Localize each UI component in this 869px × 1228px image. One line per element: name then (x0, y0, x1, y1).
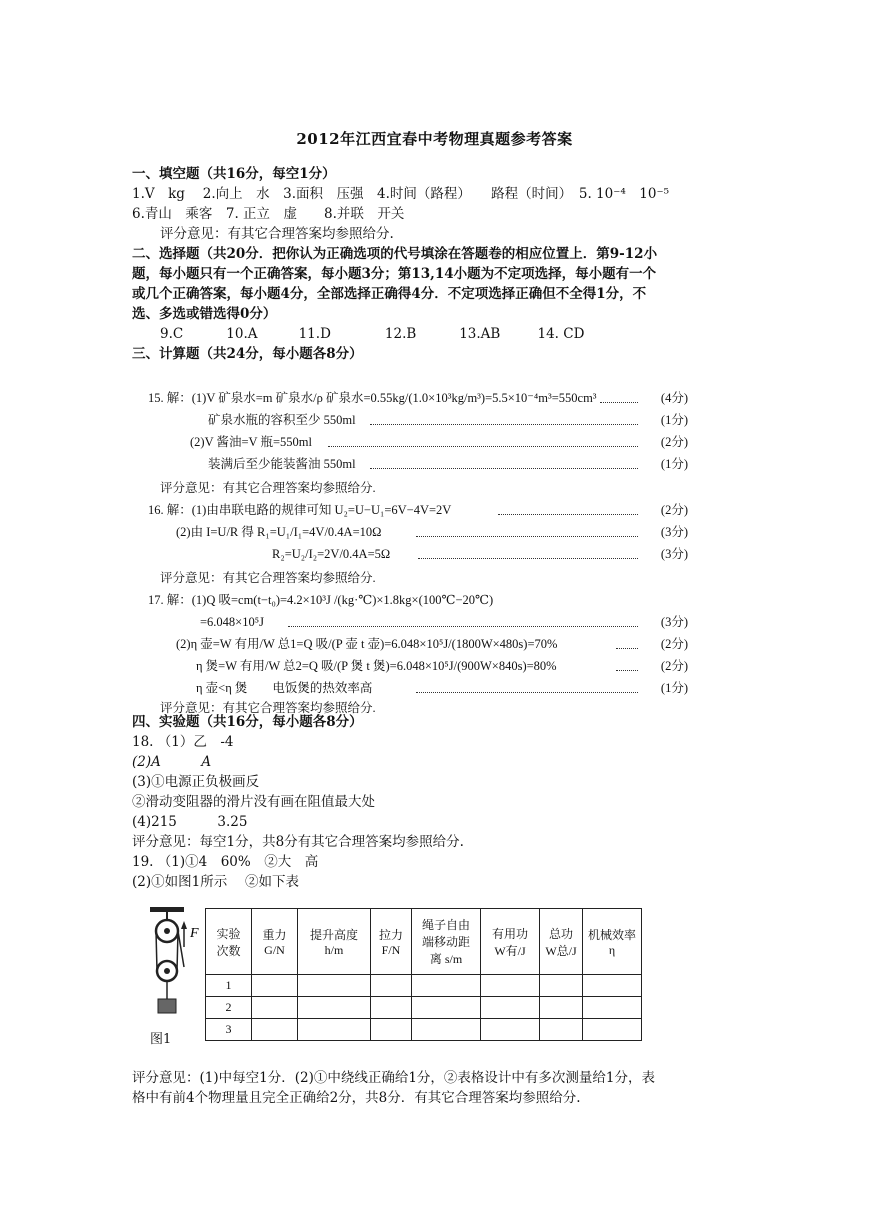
choice-answer: 12.B (384, 326, 417, 342)
dot-leader (370, 412, 638, 425)
q15-score3: (2分) (660, 435, 688, 449)
q16-line3: R₂=U₂/I₂=2V/0.4A=5Ω (272, 547, 391, 561)
q18-part1: 18. （1）乙 -4 (132, 734, 234, 750)
q15-score4: (1分) (660, 457, 688, 471)
table-cell (540, 975, 583, 997)
q16-score1: (2分) (660, 503, 688, 517)
choice-answer: 10.A (226, 326, 258, 342)
section2-line3: 或几个正确答案，每小题4分，全部选择正确得4分．不定项选择正确但不全得1分，不 (132, 286, 647, 302)
section1-note: 评分意见：有其它合理答案均参照给分. (160, 226, 394, 242)
q17-line2: =6.048×10⁵J (200, 615, 264, 629)
section1-row2: 6.青山 乘客 7. 正立 虚 8.并联 开关 (132, 206, 405, 222)
table-cell (481, 1019, 540, 1041)
table-header: 绳子自由 端移动距 离 s/m (412, 909, 481, 975)
load-block (158, 999, 176, 1013)
table-cell (371, 1019, 412, 1041)
q15-line1: 15. 解：(1)V 矿泉水=m 矿泉水/ρ 矿泉水=0.55kg/(1.0×10³kg/m³)=5.5×10⁻⁴m³=550cm³ (148, 391, 597, 405)
q15-note: 评分意见：有其它合理答案均参照给分. (160, 481, 376, 495)
fixed-pulley-axle (164, 928, 170, 934)
table-cell (298, 997, 371, 1019)
choice-answer: 9.C (160, 326, 184, 342)
table-cell: 3 (206, 1019, 252, 1041)
ceiling-beam (150, 907, 184, 912)
q19-note-line1: 评分意见：(1)中每空1分．(2)①中绕线正确给1分，②表格设计中有多次测量给1分，表 (132, 1070, 656, 1086)
q15-line2: 矿泉水瓶的容积至少 550ml (208, 413, 356, 427)
q19-part2: (2)①如图1所示 ②如下表 (132, 874, 300, 890)
figure-caption: 图1 (150, 1032, 172, 1047)
table-row (206, 1019, 642, 1041)
force-label: F (190, 926, 199, 941)
q17-line4: η 煲=W 有用/W 总2=Q 吸/(P 煲 t 煲)=6.048×10⁵J/(900W×840s)=80% (196, 659, 557, 673)
q17-score5: (1分) (660, 681, 688, 695)
dot-leader (616, 636, 638, 649)
rope-free-end (178, 931, 184, 967)
dot-leader (416, 680, 638, 693)
choice-answers (160, 324, 584, 344)
choice-answer: 13.AB (459, 326, 501, 342)
rope-segment (177, 931, 178, 971)
section2-line2: 题，每小题只有一个正确答案，每小题3分；第13,14小题为不定项选择，每小题有一个 (132, 266, 657, 282)
dot-leader (616, 658, 638, 671)
table-header: 提升高度 h/m (298, 909, 371, 975)
table-cell (252, 1019, 298, 1041)
table-cell (583, 1019, 642, 1041)
q15-line4: 装满后至少能装酱油 550ml (208, 457, 356, 471)
q15-score1: (4分) (660, 391, 688, 405)
table-cell (481, 975, 540, 997)
force-arrow-head (181, 921, 187, 929)
dot-leader (370, 456, 638, 469)
q18-part3: (3)①电源正负极画反 (132, 774, 260, 790)
q19-part1: 19. （1)①4 60% ②大 高 (132, 854, 319, 870)
table-header: 实验 次数 (206, 909, 252, 975)
table-cell (412, 1019, 481, 1041)
q18-part2: (2)A A (132, 754, 212, 770)
table-cell (252, 997, 298, 1019)
dot-leader (288, 614, 638, 627)
table-cell (371, 975, 412, 997)
q17-score3: (2分) (660, 637, 688, 651)
dot-leader (498, 502, 638, 515)
rope-segment (156, 931, 157, 971)
section1-row1: 1.V kg 2.向上 水 3.面积 压强 4.时间（路程） 路程（时间） 5. 10⁻⁴ 10⁻⁵ (132, 186, 669, 202)
q15-score2: (1分) (660, 413, 688, 427)
q16-note: 评分意见：有其它合理答案均参照给分. (160, 571, 376, 585)
q16-line1: 16. 解：(1)由串联电路的规律可知 U₂=U−U₁=6V−4V=2V (148, 503, 452, 517)
table-header: 拉力 F/N (371, 909, 412, 975)
dot-leader (416, 524, 638, 537)
table-header: 机械效率 η (583, 909, 642, 975)
table-header: 有用功 W有/J (481, 909, 540, 975)
dot-leader (418, 546, 638, 559)
q16-score3: (3分) (660, 547, 688, 561)
experiment-table (205, 908, 642, 1041)
section2-line4: 选、多选或错选得0分） (132, 306, 277, 322)
dot-leader (600, 390, 638, 403)
q17-line3: (2)η 壶=W 有用/W 总1=Q 吸/(P 壶 t 壶)=6.048×10⁵J/(1800W×480s)=70% (176, 637, 558, 651)
table-row (206, 997, 642, 1019)
q17-score2: (3分) (660, 615, 688, 629)
table-cell (412, 997, 481, 1019)
q16-score2: (3分) (660, 525, 688, 539)
choice-answer: 11.D (298, 326, 331, 342)
table-header-row (206, 909, 642, 975)
q16-line2: (2)由 I=U/R 得 R₁=U₁/I₁=4V/0.4A=10Ω (176, 525, 382, 539)
movable-pulley-axle (164, 968, 170, 974)
table-cell (583, 997, 642, 1019)
table-cell (540, 997, 583, 1019)
page-title: 2012年江西宜春中考物理真题参考答案 (296, 130, 573, 148)
q18-part4: (4)215 3.25 (132, 814, 248, 830)
table-cell (252, 975, 298, 997)
q17-note: 评分意见：有其它合理答案均参照给分. (160, 701, 376, 715)
table-cell (298, 975, 371, 997)
section2-heading: 二、选择题（共20分．把你认为正确选项的代号填涂在答题卷的相应位置上．第9-12小 (132, 246, 658, 262)
q17-line5: η 壶<η 煲 电饭煲的热效率高 (196, 681, 373, 695)
table-cell (412, 975, 481, 997)
section3-heading: 三、计算题（共24分，每小题各8分） (132, 346, 363, 362)
table-cell: 2 (206, 997, 252, 1019)
table-cell (540, 1019, 583, 1041)
q15-line3: (2)V 酱油=V 瓶=550ml (190, 435, 312, 449)
q18-note: 评分意见：每空1分，共8分有其它合理答案均参照给分. (132, 834, 464, 850)
section4-heading: 四、实验题（共16分，每小题各8分） (132, 714, 363, 730)
table-cell (298, 1019, 371, 1041)
table-row (206, 975, 642, 997)
table-cell (583, 975, 642, 997)
dot-leader (328, 434, 638, 447)
choice-answer: 14. CD (537, 326, 585, 342)
section1-heading: 一、填空题（共16分，每空1分） (132, 166, 336, 182)
table-cell (481, 997, 540, 1019)
q18-part3b: ②滑动变阻器的滑片没有画在阻值最大处 (132, 794, 375, 810)
table-header: 总功 W总/J (540, 909, 583, 975)
table-header: 重力 G/N (252, 909, 298, 975)
q17-line1: 17. 解：(1)Q 吸=cm(t−t₀)=4.2×10³J /(kg·℃)×1.8kg×(100℃−20℃) (148, 593, 494, 607)
table-cell (371, 997, 412, 1019)
table-cell: 1 (206, 975, 252, 997)
q17-score4: (2分) (660, 659, 688, 673)
q19-note-line2: 格中有前4个物理量且完全正确给2分，共8分．有其它合理答案均参照给分. (132, 1090, 581, 1106)
